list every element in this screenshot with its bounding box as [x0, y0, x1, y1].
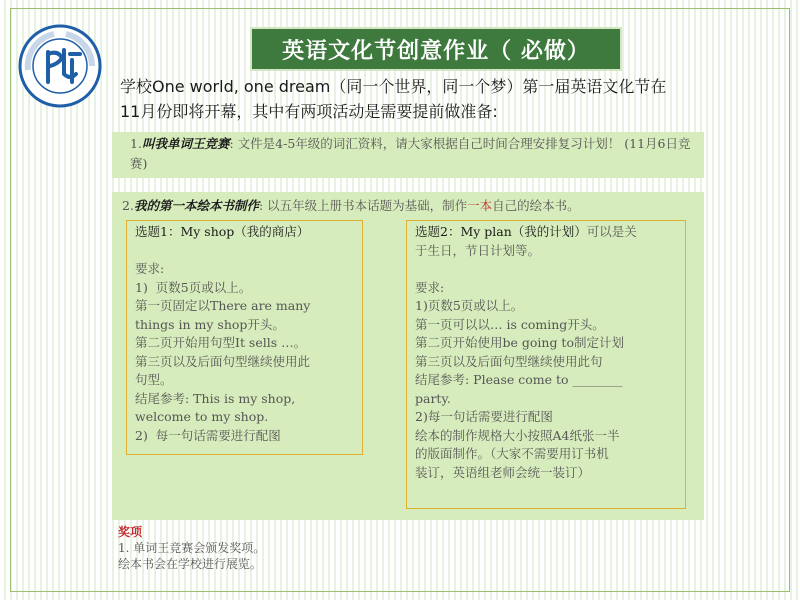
topic-2-title-rest: 可以是关 [586, 224, 637, 239]
intro-line-1: 学校One world, one dream（同一个世界，同一个梦）第一届英语文化节在 [120, 77, 667, 96]
activity-2-text-red: 一本 [467, 198, 493, 213]
logo-emblem-icon [18, 24, 102, 108]
activity-2-header [122, 196, 702, 216]
topic-2-line: 结尾参考: Please come to ________ [415, 372, 623, 387]
activity-1-heading: 叫我单词王竞赛 [141, 136, 230, 151]
activity-2-panel [112, 192, 704, 520]
topic-1-line: 1) 页数5页或以上。 [135, 279, 252, 295]
topic-1-line: 2) 每一句话需要进行配图 [135, 427, 281, 443]
activity-1-text: : 文件是4-5年级的词汇资料，请大家根据自己时间合理安排复习计划！ (11月6日竞赛) [130, 136, 691, 171]
page-title: 英语文化节创意作业（ 必做） [250, 27, 622, 71]
topic-2-line: 绘本的制作规格大小按照A4纸张一半 [415, 427, 620, 443]
topic-2-line: party. [415, 390, 451, 406]
topic-2-line: 于生日，节日计划等。 [415, 242, 541, 258]
topic-1-line: 要求: [135, 261, 165, 276]
topic-2-line: 第三页以及后面句型继续使用此句 [415, 353, 603, 369]
topic-1-line: 第三页以及后面句型继续使用此 [135, 353, 311, 369]
topic-2-line: 第一页可以以… is coming开头。 [415, 316, 605, 332]
topic-1-line: 句型。 [135, 372, 173, 387]
topic-2-line [415, 260, 679, 279]
topic-1-line: things in my shop开头。 [135, 316, 285, 332]
intro-line-2: 11月份即将开幕，其中有两项活动是需要提前做准备: [120, 102, 498, 121]
topic-2-line: 要求: [415, 279, 445, 295]
topic-2-line: 装订，英语组老师会统一装订） [415, 464, 591, 480]
activity-2-number: 2. [122, 198, 134, 213]
awards-section [118, 524, 265, 572]
activity-2-text-b: 自己的绘本书。 [492, 198, 580, 213]
topic-2-line: 2)每一句话需要进行配图 [415, 409, 553, 424]
topic-2-title: 选题2：My plan（我的计划） [415, 224, 587, 239]
activity-1-panel [112, 132, 704, 178]
topic-1-line: 第二页开始用句型It sells …。 [135, 335, 307, 350]
topic-1-box [126, 220, 363, 455]
topic-1-title: 选题1：My shop（我的商店） [135, 224, 310, 239]
awards-heading: 奖项 [118, 525, 143, 539]
topic-1-line: 第一页固定以There are many [135, 298, 311, 313]
topic-1-line: 结尾参考: This is my shop, [135, 390, 296, 406]
topic-2-line: 1)页数5页或以上。 [415, 298, 524, 313]
activity-1-number: 1. [130, 136, 142, 151]
awards-line-1: 1. 单词王竞赛会颁发奖项。 [118, 541, 266, 555]
activity-2-heading: 我的第一本绘本书制作 [133, 198, 259, 213]
intro-paragraph [120, 74, 720, 124]
topic-1-line: welcome to my shop. [135, 409, 269, 424]
topic-2-line: 第二页开始使用be going to制定计划 [415, 335, 624, 350]
school-logo [18, 24, 102, 108]
topic-1-line [135, 242, 356, 261]
activity-2-text-a: : 以五年级上册书本话题为基础，制作 [258, 198, 468, 213]
topic-2-box [406, 220, 686, 509]
topic-2-line: 的版面制作。（大家不需要用订书机 [415, 446, 609, 461]
awards-line-2: 绘本书会在学校进行展览。 [118, 557, 263, 571]
